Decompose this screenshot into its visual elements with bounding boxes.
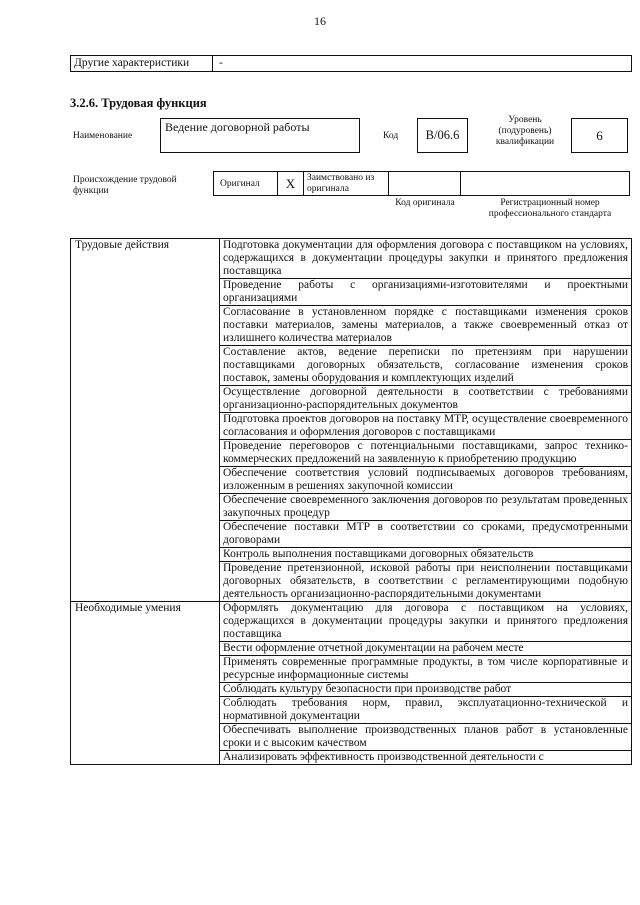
labor-action-item: Обеспечение поставки МТР в соответствии со сроками, предусмотренными договорами bbox=[220, 521, 632, 548]
origin-row bbox=[213, 171, 630, 196]
section-title: 3.2.6. Трудовая функция bbox=[70, 96, 207, 110]
borrowed-label: Заимствовано из оригинала bbox=[304, 172, 389, 195]
reg-number-caption: Регистрационный номер профессионального стандарта bbox=[488, 198, 612, 219]
required-skill-item: Оформлять документацию для договора с поставщиком на условиях, содержащихся в документации процедуры закупки и принятого предложения поставщика bbox=[220, 602, 632, 642]
labor-action-item: Обеспечение своевременного заключения договоров по результатам проведенных закупочных процедур bbox=[220, 494, 632, 521]
labor-action-item: Проведение переговоров с потенциальными поставщиками, запрос технико-коммерческих предложений на заявленную к приобретению продукцию bbox=[220, 440, 632, 467]
labor-action-item: Обеспечение соответствия условий подписываемых договоров требованиям, изложенным в решениях закупочной комиссии bbox=[220, 467, 632, 494]
required-skill-item: Вести оформление отчетной документации на рабочем месте bbox=[220, 642, 632, 656]
code-original-caption: Код оригинала bbox=[395, 198, 455, 208]
required-skills-label: Необходимые умения bbox=[71, 602, 220, 765]
labor-action-item: Подготовка документации для оформления договора с поставщиком на условиях, содержащихся в документации процедуры закупки и принятого предложения поставщика bbox=[220, 239, 632, 279]
name-value: Ведение договорной работы bbox=[160, 118, 360, 153]
other-characteristics-row bbox=[70, 55, 632, 72]
table-row bbox=[71, 239, 632, 279]
level-value: 6 bbox=[571, 118, 628, 153]
labor-action-item: Осуществление договорной деятельности в соответствии с требованиями организационно-распорядительных документов bbox=[220, 386, 632, 413]
table-row bbox=[71, 602, 632, 642]
page-number: 16 bbox=[314, 14, 326, 28]
labor-action-item: Проведение работы с организациями-изготовителями и проектными организациями bbox=[220, 279, 632, 306]
labor-action-item: Проведение претензионной, исковой работы при неисполнении поставщиками договорных обязательств, в соответствии с регламентирующими подобную деятельность организационно-распорядительными документами bbox=[220, 562, 632, 602]
code-value: B/06.6 bbox=[417, 118, 468, 153]
required-skill-item: Соблюдать культуру безопасности при производстве работ bbox=[220, 683, 632, 697]
other-characteristics-value: - bbox=[219, 57, 223, 69]
level-label: Уровень (подуровень) квалификации bbox=[495, 115, 555, 147]
labor-action-item: Составление актов, ведение переписки по претензиям при нарушении поставщиками договорных обязательств, согласование изменения сроков поставок, замены оборудования и комплектующих изделий bbox=[220, 346, 632, 386]
other-characteristics-label: Другие характеристики bbox=[71, 56, 213, 71]
labor-action-item: Подготовка проектов договоров на поставку МТР, осуществление своевременного согласования и оформления договоров с поставщиками bbox=[220, 413, 632, 440]
original-label: Оригинал bbox=[214, 172, 278, 195]
original-mark: X bbox=[278, 172, 304, 195]
name-label: Наименование bbox=[73, 131, 133, 141]
code-original-cell bbox=[389, 172, 461, 195]
labor-actions-label: Трудовые действия bbox=[71, 239, 220, 602]
labor-action-item: Согласование в установленном порядке с поставщиками изменения сроков поставки материалов, замены материалов, а также своевременный отказ от излишнего количества материалов bbox=[220, 306, 632, 346]
required-skill-item: Анализировать эффективность производственной деятельности с bbox=[220, 751, 632, 765]
required-skill-item: Применять современные программные продукты, в том числе корпоративные и ресурсные информационные системы bbox=[220, 656, 632, 683]
function-table bbox=[70, 238, 632, 765]
code-label: Код bbox=[383, 131, 399, 141]
required-skill-item: Соблюдать требования норм, правил, эксплуатационно-технической и нормативной документации bbox=[220, 697, 632, 724]
labor-action-item: Контроль выполнения поставщиками договорных обязательств bbox=[220, 548, 632, 562]
origin-label: Происхождение трудовой функции bbox=[73, 175, 177, 196]
reg-number-cell bbox=[461, 172, 629, 195]
required-skill-item: Обеспечивать выполнение производственных планов работ в установленные сроки и с высоким качеством bbox=[220, 724, 632, 751]
